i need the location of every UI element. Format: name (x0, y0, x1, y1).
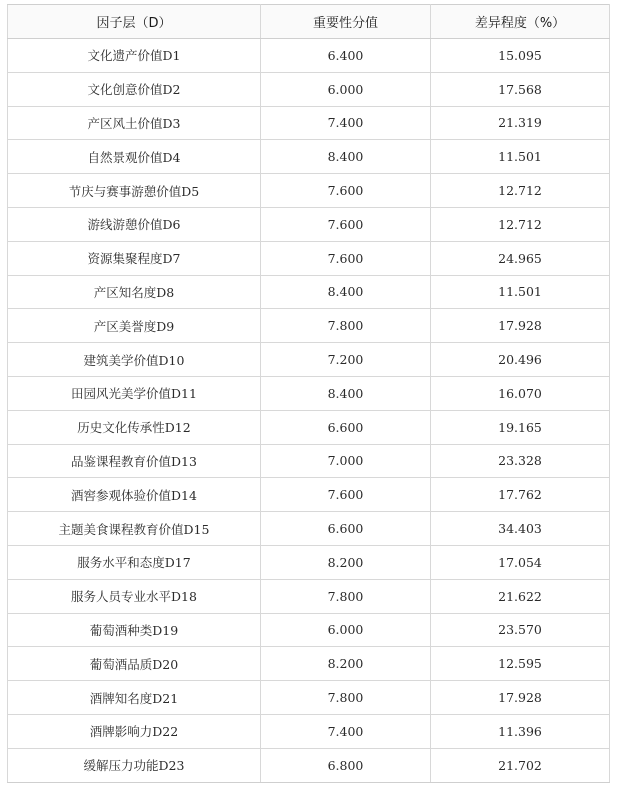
factor-name-cell: 文化创意价值D2 (8, 72, 261, 106)
difference-degree-cell: 19.165 (431, 410, 610, 444)
difference-degree-cell: 15.095 (431, 39, 610, 73)
header-difference-degree: 差异程度（%） (431, 5, 610, 39)
factor-name-cell: 自然景观价值D4 (8, 140, 261, 174)
factor-name-cell: 产区美誉度D9 (8, 309, 261, 343)
difference-degree-cell: 20.496 (431, 343, 610, 377)
table-row (8, 241, 610, 275)
factor-name-cell: 资源集聚程度D7 (8, 241, 261, 275)
difference-degree-cell: 17.762 (431, 478, 610, 512)
importance-score-cell: 7.400 (261, 714, 431, 748)
table-row (8, 647, 610, 681)
table-row (8, 309, 610, 343)
factor-name-cell: 服务人员专业水平D18 (8, 579, 261, 613)
importance-score-cell: 6.000 (261, 72, 431, 106)
factor-name-cell: 葡萄酒种类D19 (8, 613, 261, 647)
importance-score-cell: 8.400 (261, 275, 431, 309)
importance-score-cell: 8.200 (261, 647, 431, 681)
factor-name-cell: 酒牌影响力D22 (8, 714, 261, 748)
factor-name-cell: 葡萄酒品质D20 (8, 647, 261, 681)
difference-degree-cell: 16.070 (431, 376, 610, 410)
factor-name-cell: 产区风土价值D3 (8, 106, 261, 140)
factor-name-cell: 服务水平和态度D17 (8, 545, 261, 579)
factor-name-cell: 缓解压力功能D23 (8, 748, 261, 782)
table-row (8, 545, 610, 579)
importance-score-cell: 6.800 (261, 748, 431, 782)
header-importance-score: 重要性分值 (261, 5, 431, 39)
difference-degree-cell: 21.702 (431, 748, 610, 782)
importance-score-cell: 7.800 (261, 579, 431, 613)
table-header-row (8, 5, 610, 39)
difference-degree-cell: 17.054 (431, 545, 610, 579)
difference-degree-cell: 11.501 (431, 275, 610, 309)
importance-score-cell: 7.600 (261, 241, 431, 275)
importance-score-cell: 6.600 (261, 512, 431, 546)
difference-degree-cell: 11.501 (431, 140, 610, 174)
difference-degree-cell: 23.328 (431, 444, 610, 478)
difference-degree-cell: 23.570 (431, 613, 610, 647)
table-row (8, 478, 610, 512)
table-row (8, 613, 610, 647)
difference-degree-cell: 24.965 (431, 241, 610, 275)
importance-score-cell: 7.600 (261, 478, 431, 512)
importance-score-cell: 6.000 (261, 613, 431, 647)
difference-degree-cell: 12.712 (431, 174, 610, 208)
importance-score-cell: 8.200 (261, 545, 431, 579)
table-row (8, 444, 610, 478)
factor-name-cell: 田园风光美学价值D11 (8, 376, 261, 410)
importance-score-cell: 7.600 (261, 207, 431, 241)
factor-name-cell: 主题美食课程教育价值D15 (8, 512, 261, 546)
importance-score-cell: 8.400 (261, 140, 431, 174)
table-row (8, 681, 610, 715)
factor-importance-table (7, 4, 610, 783)
importance-score-cell: 7.200 (261, 343, 431, 377)
header-factor-layer: 因子层（D） (8, 5, 261, 39)
difference-degree-cell: 21.319 (431, 106, 610, 140)
factor-name-cell: 酒牌知名度D21 (8, 681, 261, 715)
table-row (8, 140, 610, 174)
importance-score-cell: 7.600 (261, 174, 431, 208)
difference-degree-cell: 11.396 (431, 714, 610, 748)
factor-name-cell: 历史文化传承性D12 (8, 410, 261, 444)
difference-degree-cell: 12.595 (431, 647, 610, 681)
table-row (8, 174, 610, 208)
difference-degree-cell: 17.568 (431, 72, 610, 106)
factor-name-cell: 节庆与赛事游憩价值D5 (8, 174, 261, 208)
difference-degree-cell: 12.712 (431, 207, 610, 241)
table-row (8, 579, 610, 613)
table-row (8, 714, 610, 748)
table-row (8, 376, 610, 410)
importance-score-cell: 8.400 (261, 376, 431, 410)
table-row (8, 275, 610, 309)
factor-name-cell: 产区知名度D8 (8, 275, 261, 309)
factor-name-cell: 游线游憩价值D6 (8, 207, 261, 241)
table-row (8, 748, 610, 782)
table-row (8, 207, 610, 241)
difference-degree-cell: 17.928 (431, 681, 610, 715)
factor-name-cell: 品鉴课程教育价值D13 (8, 444, 261, 478)
factor-name-cell: 建筑美学价值D10 (8, 343, 261, 377)
table-body (8, 39, 610, 783)
importance-score-cell: 7.000 (261, 444, 431, 478)
difference-degree-cell: 34.403 (431, 512, 610, 546)
importance-score-cell: 6.600 (261, 410, 431, 444)
importance-score-cell: 6.400 (261, 39, 431, 73)
table-row (8, 39, 610, 73)
table-row (8, 106, 610, 140)
factor-name-cell: 酒窖参观体验价值D14 (8, 478, 261, 512)
table-row (8, 512, 610, 546)
table-row (8, 410, 610, 444)
table-row (8, 72, 610, 106)
factor-name-cell: 文化遗产价值D1 (8, 39, 261, 73)
table-row (8, 343, 610, 377)
importance-score-cell: 7.400 (261, 106, 431, 140)
difference-degree-cell: 21.622 (431, 579, 610, 613)
importance-score-cell: 7.800 (261, 681, 431, 715)
difference-degree-cell: 17.928 (431, 309, 610, 343)
importance-score-cell: 7.800 (261, 309, 431, 343)
